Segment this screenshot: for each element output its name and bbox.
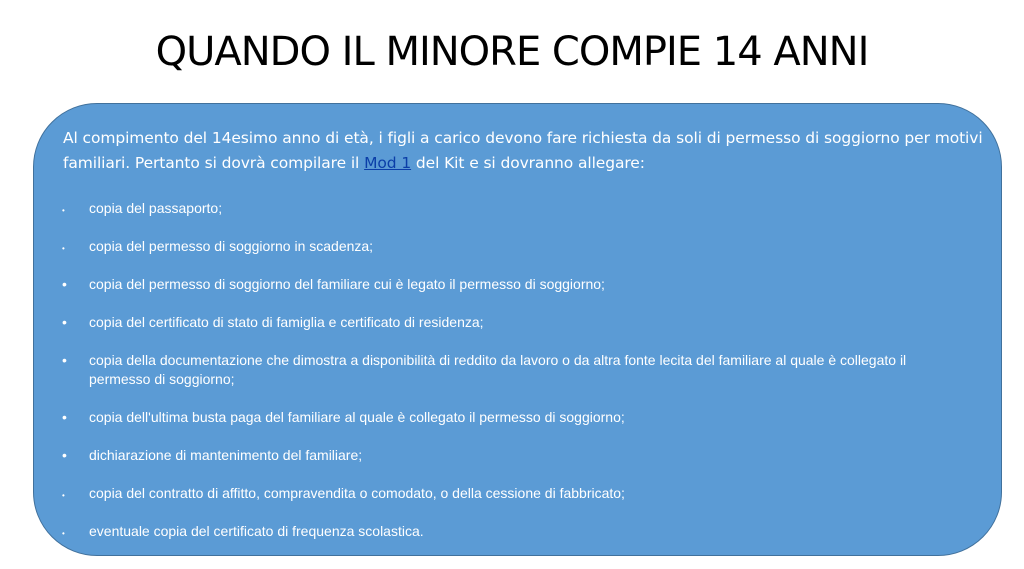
- list-item: [58, 199, 958, 218]
- bullet-icon: •: [62, 447, 67, 463]
- list-item: [58, 484, 958, 503]
- list-item-text: copia dell'ultima busta paga del familiare al quale è collegato il permesso di soggiorno;: [89, 409, 625, 425]
- intro-paragraph: [63, 126, 983, 176]
- list-item-text: dichiarazione di mantenimento del familiare;: [89, 447, 363, 463]
- list-item: [58, 275, 958, 294]
- list-item-text: copia del passaporto;: [89, 200, 223, 216]
- list-item: [58, 313, 958, 332]
- list-item: [58, 522, 958, 541]
- list-item: [58, 408, 958, 427]
- list-item: [58, 237, 958, 256]
- bullet-icon: •: [62, 529, 65, 538]
- intro-text-end: del Kit e si dovranno allegare:: [411, 154, 645, 172]
- bullet-icon: •: [62, 314, 67, 330]
- content-panel: [33, 103, 1002, 556]
- intro-text-start: Al compimento del 14esimo anno di età, i figli a carico devono fare richiesta da soli di permesso di soggiorno per motivi familiari. Pertanto si dovrà compilare il: [63, 129, 983, 172]
- mod-1-link[interactable]: Mod 1: [364, 154, 412, 172]
- bullet-icon: •: [62, 491, 65, 500]
- bullet-icon: •: [62, 206, 65, 215]
- list-item: [58, 446, 958, 465]
- list-item-text: copia del permesso di soggiorno del familiare cui è legato il permesso di soggiorno;: [89, 276, 605, 292]
- list-item-text: copia del certificato di stato di famiglia e certificato di residenza;: [89, 314, 484, 330]
- list-item-text: eventuale copia del certificato di frequenza scolastica.: [89, 523, 424, 539]
- slide-title: QUANDO IL MINORE COMPIE 14 ANNI: [155, 29, 869, 75]
- bullet-icon: •: [62, 276, 67, 292]
- list-item-text: copia del permesso di soggiorno in scadenza;: [89, 238, 374, 254]
- attachments-list: [58, 199, 958, 560]
- bullet-icon: •: [62, 244, 65, 253]
- list-item-text: copia del contratto di affitto, compravendita o comodato, o della cessione di fabbricato;: [89, 485, 625, 501]
- list-item: [58, 351, 958, 389]
- bullet-icon: •: [62, 409, 67, 425]
- bullet-icon: •: [62, 352, 67, 368]
- list-item-text: copia della documentazione che dimostra a disponibilità di reddito da lavoro o da altra fonte lecita del familiare al quale è collegato il permesso di soggiorno;: [89, 352, 907, 387]
